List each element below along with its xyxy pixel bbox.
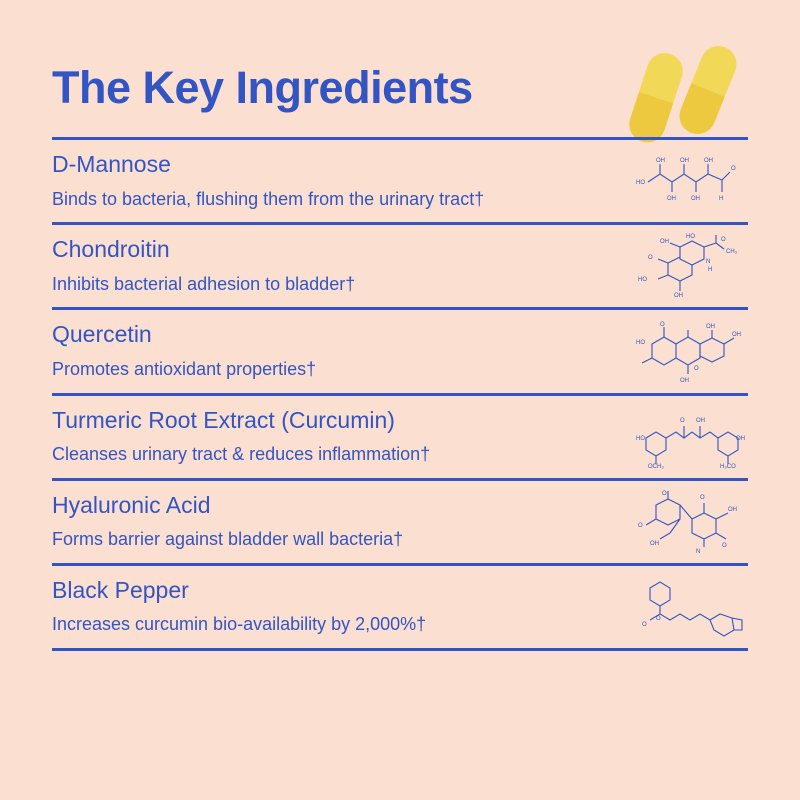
ingredient-description: Forms barrier against bladder wall bacteria† xyxy=(52,529,404,550)
svg-text:O: O xyxy=(700,494,705,501)
list-item xyxy=(52,396,748,478)
quercetin-chemical-structure-icon xyxy=(636,318,748,384)
svg-text:OCH₃: OCH₃ xyxy=(648,463,664,470)
svg-text:H: H xyxy=(708,267,713,274)
list-item xyxy=(52,140,748,222)
ingredient-name: D-Mannose xyxy=(52,151,171,178)
svg-text:HO: HO xyxy=(636,180,645,187)
page-title: The Key Ingredients xyxy=(52,62,473,113)
svg-text:OH: OH xyxy=(674,293,683,300)
svg-text:OH: OH xyxy=(706,324,715,331)
svg-text:HO: HO xyxy=(636,435,645,442)
svg-text:O: O xyxy=(731,166,736,173)
svg-text:O: O xyxy=(660,322,665,329)
ingredients-list xyxy=(52,137,748,651)
svg-text:O: O xyxy=(694,366,699,373)
svg-text:O: O xyxy=(721,237,726,244)
piperine-chemical-structure-icon xyxy=(636,574,748,640)
svg-text:O: O xyxy=(642,621,647,628)
ingredient-name: Quercetin xyxy=(52,321,152,348)
ingredient-description: Increases curcumin bio-availability by 2,000%† xyxy=(52,614,427,635)
svg-text:OH: OH xyxy=(736,435,745,442)
svg-text:O: O xyxy=(662,490,667,497)
svg-text:HO: HO xyxy=(686,234,695,241)
list-item xyxy=(52,225,748,307)
svg-text:OH: OH xyxy=(667,196,676,203)
divider xyxy=(52,648,748,651)
d-mannose-chemical-structure-icon xyxy=(636,148,748,214)
ingredient-name: Turmeric Root Extract (Curcumin) xyxy=(52,406,395,433)
svg-text:N: N xyxy=(706,259,711,266)
svg-text:OH: OH xyxy=(732,332,741,339)
svg-text:H₃CO: H₃CO xyxy=(720,463,736,470)
svg-text:OH: OH xyxy=(656,158,665,165)
svg-text:OH: OH xyxy=(696,417,705,424)
svg-text:O: O xyxy=(656,615,661,622)
ingredient-description: Cleanses urinary tract & reduces inflammation† xyxy=(52,444,431,465)
svg-text:HO: HO xyxy=(638,277,647,284)
svg-text:OH: OH xyxy=(660,239,669,246)
list-item xyxy=(52,310,748,392)
ingredient-description: Binds to bacteria, flushing them from the urinary tract† xyxy=(52,188,485,209)
svg-text:O: O xyxy=(648,255,653,262)
ingredient-name: Chondroitin xyxy=(52,236,170,263)
ingredient-description: Inhibits bacterial adhesion to bladder† xyxy=(52,273,356,294)
svg-text:N: N xyxy=(696,548,701,555)
svg-text:OH: OH xyxy=(680,158,689,165)
svg-text:OH: OH xyxy=(728,506,737,513)
svg-text:OH: OH xyxy=(650,540,659,547)
svg-text:O: O xyxy=(638,522,643,529)
svg-text:H: H xyxy=(719,196,724,203)
chondroitin-chemical-structure-icon xyxy=(636,233,748,299)
ingredient-name: Black Pepper xyxy=(52,576,189,603)
svg-text:O: O xyxy=(680,417,685,424)
list-item xyxy=(52,566,748,648)
svg-text:HO: HO xyxy=(636,340,645,347)
ingredient-description: Promotes antioxidant properties† xyxy=(52,359,317,380)
svg-text:CH₃: CH₃ xyxy=(726,249,738,256)
ingredient-name: Hyaluronic Acid xyxy=(52,491,211,518)
svg-text:O: O xyxy=(722,542,727,549)
svg-text:OH: OH xyxy=(704,158,713,165)
hyaluronic-acid-chemical-structure-icon xyxy=(636,489,748,555)
svg-text:OH: OH xyxy=(691,196,700,203)
list-item xyxy=(52,481,748,563)
curcumin-chemical-structure-icon xyxy=(636,404,748,470)
svg-text:OH: OH xyxy=(680,378,689,385)
